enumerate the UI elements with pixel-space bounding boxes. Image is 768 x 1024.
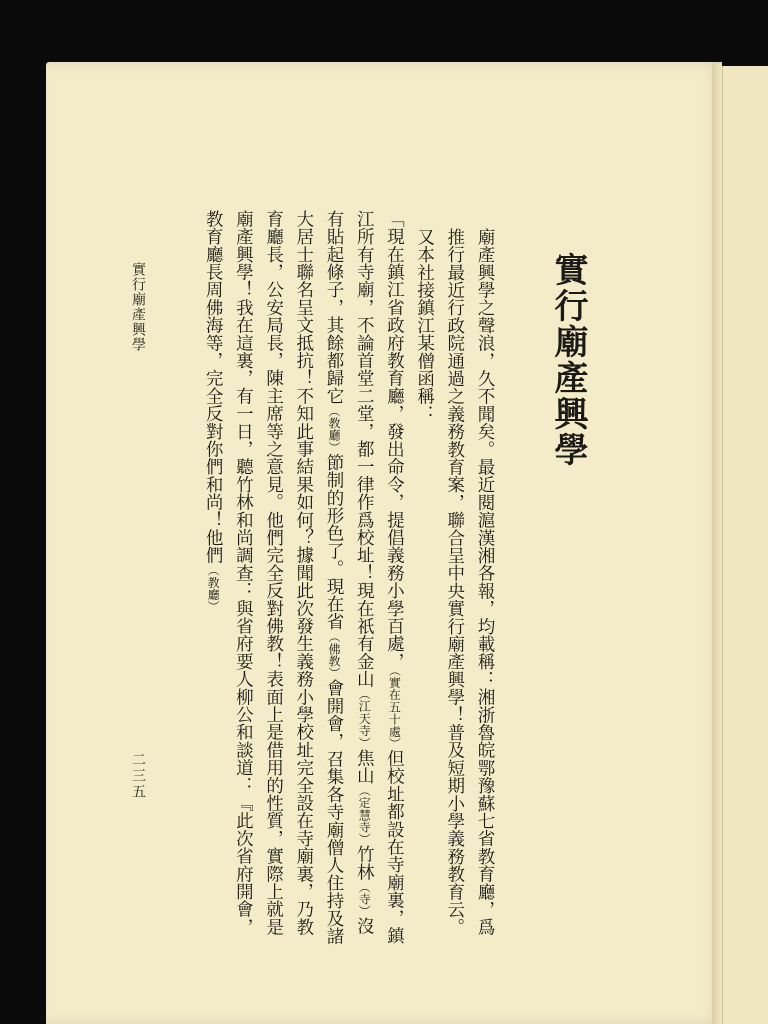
book-gutter xyxy=(712,64,722,1024)
quote-segment: 竹林 xyxy=(354,845,375,881)
paragraph-2 xyxy=(198,210,409,950)
inline-note: （教廳） xyxy=(326,404,341,454)
page-number: 二三五 xyxy=(130,752,146,800)
quote-segment: 節制的形色了。現在省 xyxy=(323,453,344,631)
quote-segment: 會開會，召集各寺廟僧人住持及諸大居士聯名呈文抵抗！不知此事結果如何？據聞此次發生義務小學校址完全設在寺廟裏，乃教育廳長，公安局長，陳主席等之意見。他們完全反對佛教！表面上是借用的性質，實際上就是廟產興學！我在這裏，有一日，聽竹林和尚調查：與省府要人柳公和談道：『此次省府開會，教育廳長周佛海等，完全反對你們和尚！他們 xyxy=(203,210,344,945)
adjacent-page-edge xyxy=(722,66,768,1024)
article-body xyxy=(160,210,500,950)
inline-note: （寺） xyxy=(357,880,372,918)
inline-note: （定慧寺） xyxy=(357,784,372,846)
running-title: 實行廟產興學 xyxy=(130,262,146,352)
inline-note: （教廳） xyxy=(206,564,221,613)
article-title: 實行廟產興學 xyxy=(548,252,588,468)
inline-note: （佛教） xyxy=(326,630,341,680)
inline-note: （實在五十處） xyxy=(387,670,402,750)
quote-segment: 焦山 xyxy=(354,748,375,785)
quote-segment: 沒有貼起條子，其餘都歸它 xyxy=(323,210,375,936)
quote-segment: 「現在鎮江省政府教育廳，發出命令，提倡義務小學百處， xyxy=(384,210,405,671)
quote-segment: 但校址都設在寺廟裏，鎮江所有寺廟，不論首堂二堂，都一律作爲校址！現在祇有金山 xyxy=(354,210,405,945)
inline-note: （江天寺） xyxy=(357,687,372,749)
paragraph-1: 廟產興學之聲浪，久不聞矣。最近閱滬漢湘各報，均載稱：湘浙魯皖鄂豫蘇七省教育廳，爲推行最近行政院通過之義務教育案，聯合呈中央實行廟產興學！普及短期小學義務教育云。又本社接鎮江某僧函稱： xyxy=(414,227,495,936)
